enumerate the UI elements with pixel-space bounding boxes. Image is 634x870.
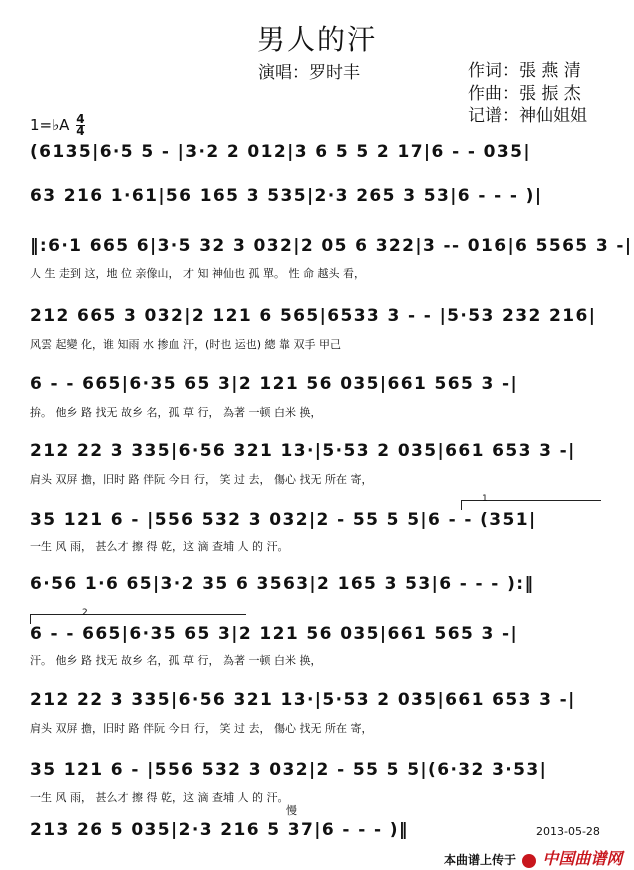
site-logo-icon: [522, 854, 536, 868]
score-line-7: 35 121 6 - |556 532 3 032|2 - 55 5 5|6 - - (351|: [30, 510, 537, 530]
time-signature: [76, 114, 84, 137]
composer-credit: 作曲：張 振 杰: [468, 84, 581, 104]
score-line-12: 213 26 5 035|2·3 216 5 37|6 - - - )‖: [30, 820, 409, 840]
volta-2-edge: [30, 614, 31, 624]
score-line-5: 6 - - 665|6·35 65 3|2 121 56 035|661 565 3 -|: [30, 374, 519, 394]
score-line-8: 6·56 1·6 65|3·2 35 6 3563|2 165 3 53|6 - - - ):‖: [30, 574, 535, 594]
time-bottom: 4: [76, 124, 85, 138]
upload-date: 2013-05-28: [536, 825, 600, 838]
score-line-4: 212 665 3 032|2 121 6 565|6533 3 - - |5·53 232 216|: [30, 306, 597, 326]
lyric-line-5: 拚。 他乡 路 找无 故乡 名，孤 草 行， 為著 一顿 白米 换，: [30, 406, 322, 419]
lyric-line-7: 一生 风 雨， 甚么才 擦 得 乾，这 滴 查埔 人 的 汗。: [30, 540, 289, 553]
tempo-slow-mark: 慢: [286, 804, 297, 817]
lyric-line-3: 人 生 走到 这，地 位 亲像山， 才 知 神仙也 孤 單。 性 命 越头 看，: [30, 267, 365, 280]
score-line-11: 35 121 6 - |556 532 3 032|2 - 55 5 5|(6·32 3·53|: [30, 760, 548, 780]
score-line-9: 6 - - 665|6·35 65 3|2 121 56 035|661 565 3 -|: [30, 624, 519, 644]
lyric-line-10: 肩头 双屏 擔，旧时 路 伴阮 今日 行， 笑 过 去， 傷心 找无 所在 寄，: [30, 722, 373, 735]
score-line-1: (6135|6·5 5 - |3·2 2 012|3 6 5 5 2 17|6 - - 035|: [30, 142, 531, 162]
score-line-3: ‖:6·1 665 6|3·5 32 3 032|2 05 6 322|3 -- 016|6 5565 3 -|: [30, 236, 633, 256]
score-line-6: 212 22 3 335|6·56 321 13·|5·53 2 035|661 653 3 -|: [30, 441, 576, 461]
lyricist-credit: 作词：張 燕 清: [468, 61, 581, 81]
lyric-line-6: 肩头 双屏 擔，旧时 路 伴阮 今日 行， 笑 过 去， 傷心 找无 所在 寄，: [30, 473, 373, 486]
score-line-10: 212 22 3 335|6·56 321 13·|5·53 2 035|661 653 3 -|: [30, 690, 576, 710]
lyric-line-11: 一生 风 雨， 甚么才 擦 得 乾，这 滴 查埔 人 的 汗。: [30, 791, 289, 804]
lyric-line-4: 风雲 起變 化，谁 知雨 水 掺血 汗，(时也 运也) 總 靠 双手 甲己: [30, 338, 342, 351]
key-signature: [30, 114, 85, 137]
score-line-2: 63 216 1·61|56 165 3 535|2·3 265 3 53|6 - - - )|: [30, 186, 543, 206]
volta-1-label: 1: [482, 494, 488, 504]
footer-site: 中国曲谱网: [542, 849, 623, 868]
time-top: 4: [76, 112, 85, 126]
footer-label: 本曲谱上传于: [444, 853, 517, 867]
volta-2-label: 2: [82, 608, 88, 618]
singer-credit: 演唱：罗时丰: [258, 63, 360, 83]
footer-watermark: [444, 846, 622, 869]
page-title: 男人的汗: [256, 23, 377, 56]
volta-1-edge: [461, 500, 462, 510]
transcriber-credit: 记谱：神仙姐姐: [468, 106, 587, 126]
volta-2-bracket: [30, 614, 246, 615]
lyric-line-9: 汗。 他乡 路 找无 故乡 名，孤 草 行， 為著 一顿 白米 换，: [30, 654, 322, 667]
key-label: 1=♭A: [30, 116, 70, 134]
